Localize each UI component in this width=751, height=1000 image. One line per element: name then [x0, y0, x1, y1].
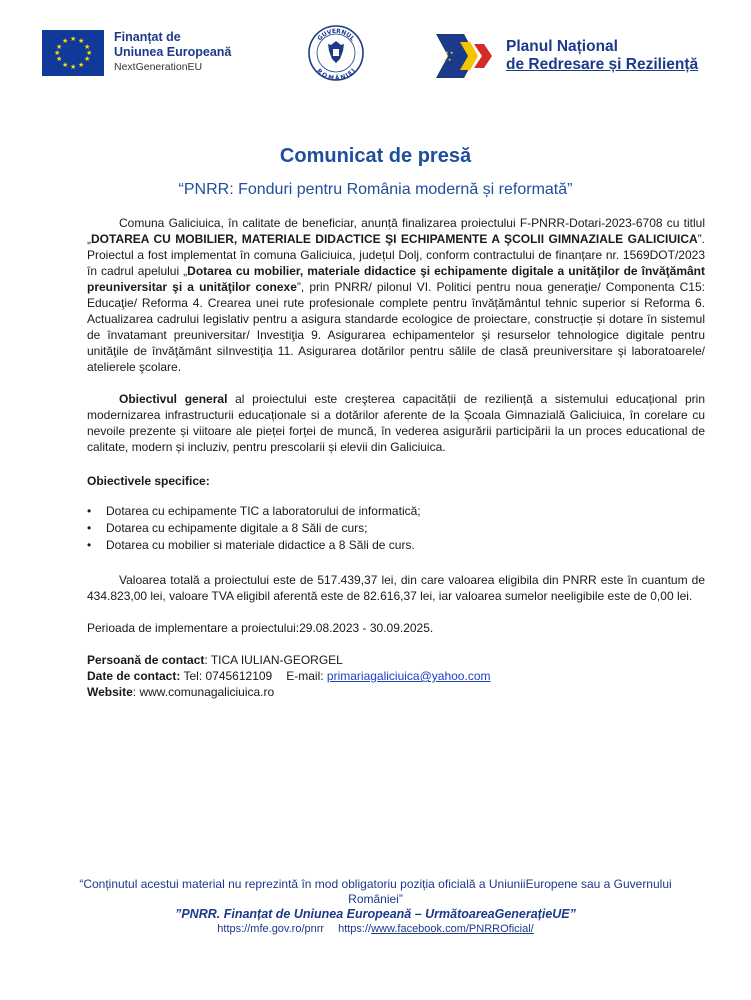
seal-text-bottom: ROMÂNIEI	[315, 67, 357, 81]
implementation-period: Perioada de implementare a proiectului:29.08.2023 - 30.09.2025.	[87, 621, 434, 635]
list-item: • Dotarea cu mobilier si materiale didactice a 8 Săli de curs.	[87, 537, 705, 554]
eu-logo-line1: Finanțat de	[114, 30, 181, 44]
intro-text: Comuna Galiciuica, în calitate de beneficiar, anunță finalizarea proiectului F-PNRR-Dotari-2023-6708 cu titlul „	[87, 216, 705, 246]
footer-link-mfe[interactable]: https://mfe.gov.ro/pnrr	[217, 923, 325, 935]
footer-slogan: ”PNRR. Finanțat de Uniunea Europeană – UrmătoareaGenerațieUE”	[175, 907, 576, 921]
eu-logo-text	[114, 30, 231, 75]
footer-link-prefix: https://	[338, 923, 372, 935]
contact-phone: Tel: 0745612109	[180, 669, 273, 683]
svg-text:★ ★: ★ ★	[445, 50, 454, 55]
email-link[interactable]: primariagaliciuica@yahoo.com	[326, 669, 491, 683]
footer-links	[60, 922, 691, 937]
contact-person	[87, 652, 705, 668]
eu-logo-line2: Uniunea Europeană	[114, 45, 232, 59]
page-header	[0, 0, 751, 110]
intro-end: ”, prin PNRR/ pilonul VI. Politici pentru noua generaţie/ Componenta C15: Educaţie/ Reforma 4. Crearea unei rute profesionale complete pentru învățământul tehnic superior si Reforma 6. Actualizarea cadrului legislativ pentru a asigura standarde ecologice de proiectare, construcție și dotare în sistemul de învatamant preuniversitar/ Investiţia 9. Asigurarea echipamentelor şi resurselor tehnologice digitale pentru unităţile de învăţământ siInvestiţia 11. Asigurarea dotărilor pentru sălile de clasă preuniversitare şi laboratoarele/ atelierele şcolare.	[87, 280, 705, 374]
page-footer	[60, 877, 691, 937]
footer-disclaimer: “Conținutul acestui material nu reprezintă în mod obligatoriu poziția oficială a UniuniiEuropene sau a Guvernului României”	[79, 877, 672, 906]
intro-middle: ”. Proiectul a fost implementat în comuna Galiciuica, județul Dolj, conform contractului de finanțare nr. 1569DOT/2023 în cadrul apelului „	[87, 232, 705, 278]
contact-details	[87, 668, 705, 684]
general-objective-text: al proiectului este creşterea capacității de reziliență a sistemului educațional prin modernizarea infrastructurii educaționale si a dotărilor aferente de la Școala Gimnazială Galiciuica, în corelare cu nevoile prezente și viitoare ale pieței forței de muncă, în vederea asigurării participării la un proces educational de calitate, modern și incluziv, pentru prescolarii și elevii din Galiciuica.	[87, 392, 705, 454]
project-title: DOTAREA CU MOBILIER, MATERIALE DIDACTICE ŞI ECHIPAMENTE A ŞCOLII GIMNAZIALE GALICIUICA	[91, 232, 698, 246]
footer-link-facebook[interactable]: www.facebook.com/PNRROficial/	[371, 923, 534, 935]
list-item: • Dotarea cu echipamente TIC a laboratorului de informatică;	[87, 503, 705, 520]
general-objective-label: Obiectivul general	[119, 392, 228, 406]
list-item: • Dotarea cu echipamente digitale a 8 Săli de curs;	[87, 520, 705, 537]
website-value: : www.comunagaliciuica.ro	[132, 685, 275, 699]
page-subtitle: “PNRR: Fonduri pentru România modernă și reformată”	[178, 181, 573, 198]
specific-objectives-list	[87, 503, 705, 554]
contact-person-label: Persoană de contact	[87, 653, 205, 667]
pnrr-logo-line2: de Redresare și Reziliență	[506, 56, 699, 73]
pnrr-flag-icon	[436, 34, 498, 78]
pnrr-logo-text	[506, 38, 698, 74]
intro-paragraph	[87, 215, 705, 375]
press-release-body	[87, 215, 705, 700]
page-title: Comunicat de presă	[279, 145, 472, 167]
eu-flag-icon: ★ ★ ★ ★ ★ ★ ★ ★ ★ ★ ★ ★	[42, 30, 104, 76]
seal-text-top: GUVERNUL	[316, 27, 356, 43]
eu-logo	[42, 30, 231, 76]
government-seal-icon	[308, 25, 364, 81]
pnrr-logo-line1: Planul Național	[506, 38, 618, 55]
contact-person-value: : TICA IULIAN-GEORGEL	[204, 653, 343, 667]
eu-logo-line3: NextGenerationEU	[114, 61, 203, 73]
website-label: Website	[87, 685, 133, 699]
pnrr-logo	[436, 34, 698, 78]
general-objective-paragraph	[87, 391, 705, 455]
website-line	[87, 684, 705, 700]
specific-objectives-heading: Obiectivele specifice:	[87, 474, 210, 488]
email-label: E-mail:	[286, 669, 327, 683]
svg-text:★ ★: ★ ★	[443, 57, 452, 62]
value-paragraph: Valoarea totală a proiectului este de 517.439,37 lei, din care valoarea eligibila din PNRR este în cuantum de 434.823,00 lei, valoare TVA eligibil aferentă este de 82.616,37 lei, iar valoarea sumelor neeligibile este de 0,00 lei.	[87, 573, 705, 603]
call-title: Dotarea cu mobilier, materiale didactice şi echipamente digitale a unităţilor de învăţământ preuniversitar şi a unităţilor conexe	[87, 264, 705, 294]
contact-details-label: Date de contact:	[87, 669, 181, 683]
